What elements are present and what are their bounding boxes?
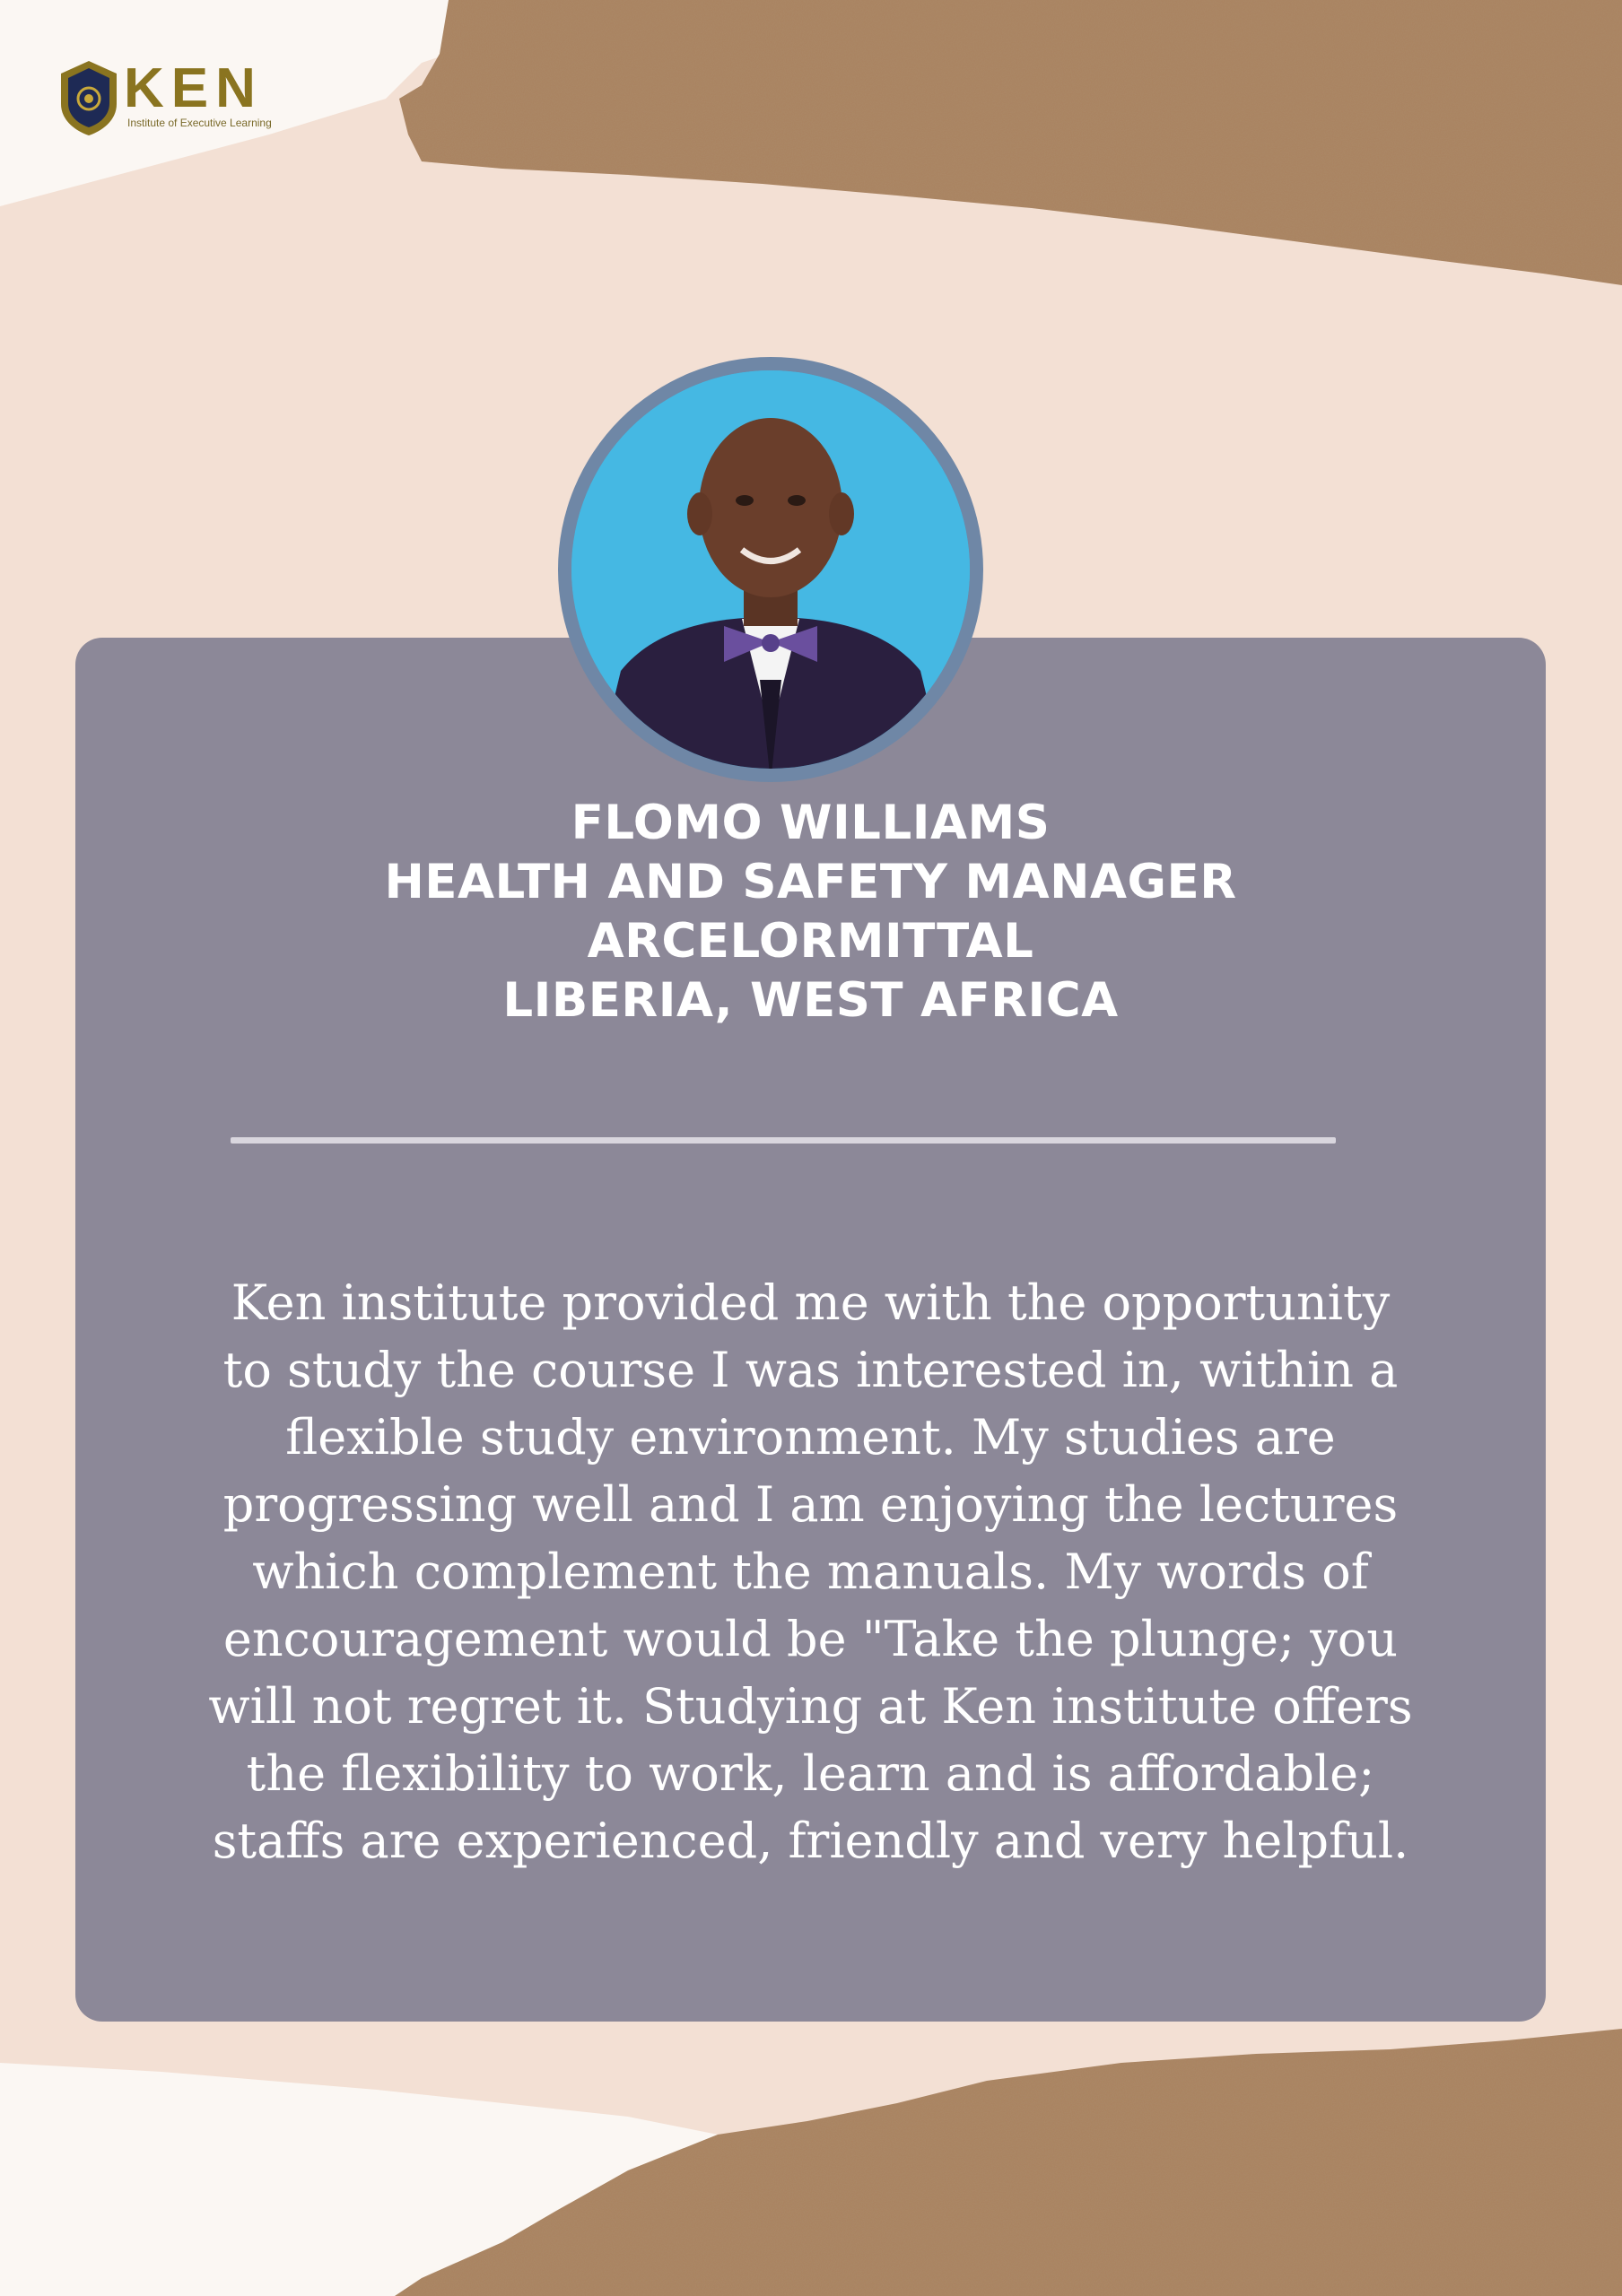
portrait-illustration [558,357,983,782]
person-company: ARCELORMITTAL [587,914,1034,969]
person-role: HEALTH AND SAFETY MANAGER [384,855,1237,909]
ken-logo [59,59,292,140]
shield-crest-icon [59,59,118,136]
logo-wordmark: KEN [124,57,263,119]
section-divider [231,1137,1336,1144]
person-location: LIBERIA, WEST AFRICA [502,973,1119,1028]
profile-info [75,794,1546,1031]
profile-photo [558,357,983,782]
logo-subtitle: Institute of Executive Learning [127,117,272,129]
person-name: FLOMO WILLIAMS [571,796,1051,850]
testimonial-text: Ken institute provided me with the opportunity to study the course I was interested in, within a flexible study environment. My studies are progressing well and I am enjoying the lectures which complement the manuals. My words of encouragement would be "Take the plunge; you will not regret it. Studying at Ken institute offers the flexibility to work, learn and is affordable; staffs are experienced, friendly and very helpful. [208,1274,1413,1869]
